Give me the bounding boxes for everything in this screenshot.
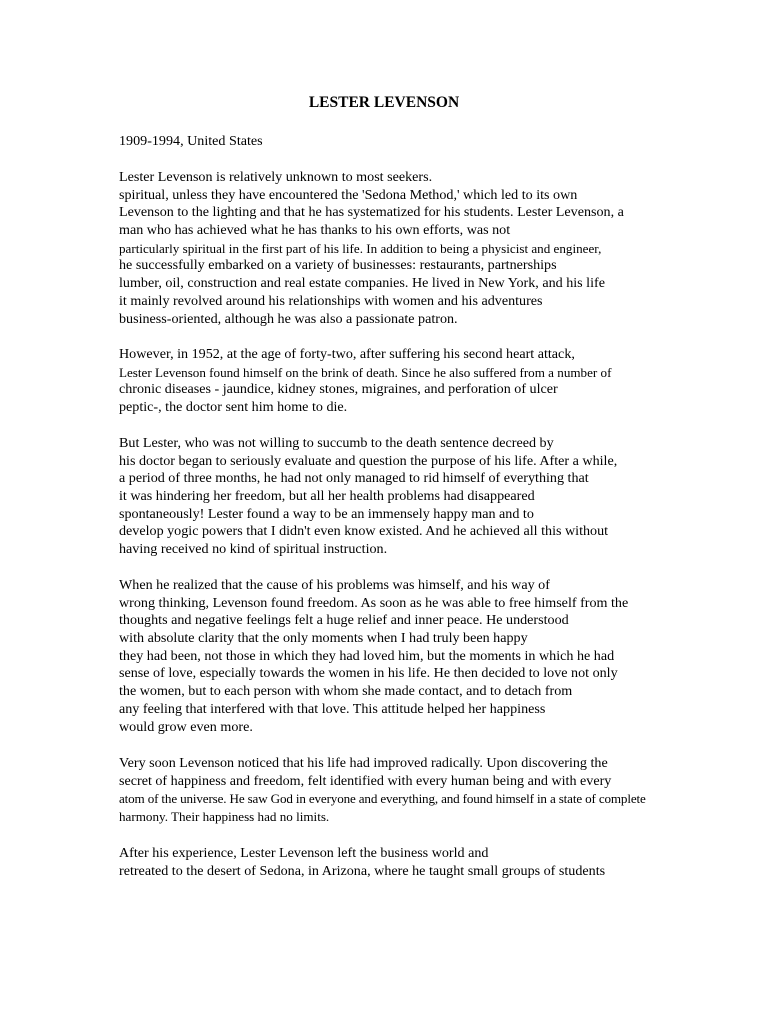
text-line: retreated to the desert of Sedona, in Arizona, where he taught small groups of students xyxy=(119,862,606,879)
paragraph-1 xyxy=(119,169,719,328)
text-line: spiritual, unless they have encountered the 'Sedona Method,' which led to its own xyxy=(119,186,578,203)
text-line: his doctor began to seriously evaluate and question the purpose of his life. After a while, xyxy=(119,452,618,469)
paragraph-5 xyxy=(119,755,719,826)
text-line: with absolute clarity that the only moments when I had truly been happy xyxy=(119,630,528,647)
text-line: However, in 1952, at the age of forty-two, after suffering his second heart attack, xyxy=(119,346,575,362)
text-line: particularly spiritual in the first part of his life. In addition to being a physicist and engineer, xyxy=(119,240,602,256)
text-line: When he realized that the cause of his problems was himself, and his way of xyxy=(119,577,550,593)
dates-line xyxy=(119,133,719,151)
text-line: Levenson to the lighting and that he has systematized for his students. Lester Levenson, a xyxy=(119,204,624,221)
paragraph-2 xyxy=(119,346,719,417)
text-line: peptic-, the doctor sent him home to die. xyxy=(119,399,348,416)
text-line: having received no kind of spiritual instruction. xyxy=(119,541,388,558)
text-line: thoughts and negative feelings felt a huge relief and inner peace. He understood xyxy=(119,612,569,629)
text-line: 1909-1994, United States xyxy=(119,133,263,149)
text-line: man who has achieved what he has thanks to his own efforts, was not xyxy=(119,222,511,239)
text-line: lumber, oil, construction and real estate companies. He lived in New York, and his life xyxy=(119,275,605,292)
text-line: any feeling that interfered with that love. This attitude helped her happiness xyxy=(119,700,546,717)
text-line: spontaneously! Lester found a way to be an immensely happy man and to xyxy=(119,505,534,522)
page-title: LESTER LEVENSON xyxy=(308,94,460,111)
text-line: he successfully embarked on a variety of businesses: restaurants, partnerships xyxy=(119,257,557,274)
text-line: After his experience, Lester Levenson left the business world and xyxy=(119,845,489,861)
text-line: it mainly revolved around his relationships with women and his adventures xyxy=(119,292,543,309)
text-line: But Lester, who was not willing to succumb to the death sentence decreed by xyxy=(119,435,554,451)
text-line: wrong thinking, Levenson found freedom. As soon as he was able to free himself from the xyxy=(119,594,629,611)
paragraph-4 xyxy=(119,577,719,736)
text-line: Lester Levenson is relatively unknown to most seekers. xyxy=(119,169,433,185)
text-line: business-oriented, although he was also a passionate patron. xyxy=(119,310,458,327)
text-line: chronic diseases - jaundice, kidney stones, migraines, and perforation of ulcer xyxy=(119,381,558,398)
text-line: the women, but to each person with whom she made contact, and to detach from xyxy=(119,683,573,700)
text-line: sense of love, especially towards the women in his life. He then decided to love not only xyxy=(119,665,618,682)
text-line: atom of the universe. He saw God in everyone and everything, and found himself in a state of complete xyxy=(119,791,646,807)
text-line: would grow even more. xyxy=(119,718,253,735)
text-line: develop yogic powers that I didn't even know existed. And he achieved all this without xyxy=(119,523,609,540)
paragraph-6 xyxy=(119,845,719,880)
text-line: it was hindering her freedom, but all her health problems had disappeared xyxy=(119,488,535,505)
text-line: Lester Levenson found himself on the brink of death. Since he also suffered from a number of xyxy=(119,364,612,380)
paragraph-3 xyxy=(119,435,719,559)
text-line: harmony. Their happiness had no limits. xyxy=(119,809,330,825)
text-line: secret of happiness and freedom, felt identified with every human being and with every xyxy=(119,772,612,789)
text-line: a period of three months, he had not only managed to rid himself of everything that xyxy=(119,470,589,487)
text-line: they had been, not those in which they had loved him, but the moments in which he had xyxy=(119,647,615,664)
text-line: Very soon Levenson noticed that his life had improved radically. Upon discovering the xyxy=(119,755,608,771)
